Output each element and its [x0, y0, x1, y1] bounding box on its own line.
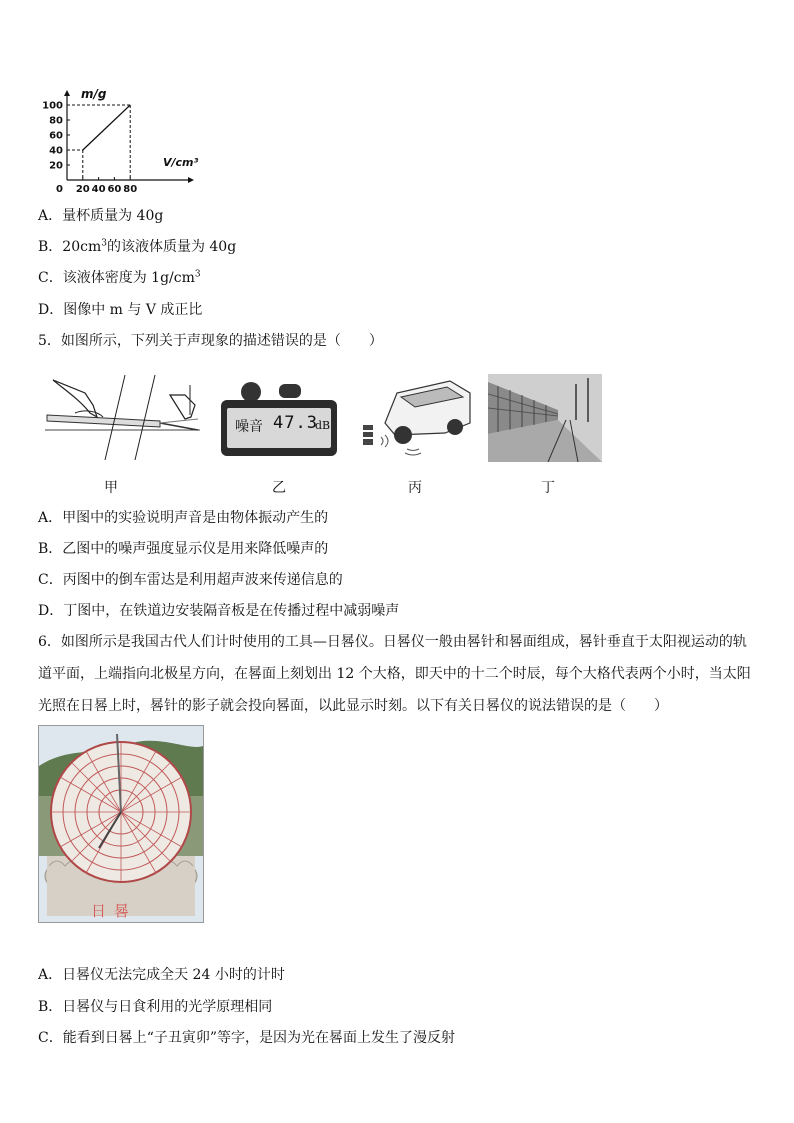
- q4-option-b: [38, 238, 236, 256]
- q5-option-c: C．丙图中的倒车雷达是利用超声波来传递信息的: [38, 572, 343, 588]
- q4-option-a: A．量杯质量为 40g: [38, 208, 164, 224]
- x-tick-label: 40: [91, 184, 106, 194]
- y-tick-label: 60: [49, 130, 63, 142]
- sundial-watermark: 日晷: [91, 902, 138, 920]
- caption-bing: 丙: [408, 480, 422, 496]
- figure-ding-sound-barrier: [488, 374, 602, 462]
- y-tick-label: 20: [49, 160, 63, 172]
- caption-ding: 丁: [541, 480, 555, 496]
- mass-volume-chart: [40, 84, 210, 194]
- figure-bing-reversing-radar: [355, 375, 475, 460]
- q5-option-a: A．甲图中的实验说明声音是由物体振动产生的: [38, 510, 329, 526]
- figure-yi-noise-meter: [217, 378, 340, 460]
- q5-option-b: B．乙图中的噪声强度显示仪是用来降低噪声的: [38, 541, 329, 557]
- caption-jia: 甲: [104, 480, 118, 496]
- series-line: [83, 105, 130, 150]
- q4-option-b-post: 的该液体质量为 40g: [106, 239, 237, 255]
- q4-option-c: [38, 269, 201, 287]
- caption-yi: 乙: [272, 480, 286, 496]
- q5-option-d: D．丁图中，在铁道边安装隔音板是在传播过程中减弱噪声: [38, 603, 400, 619]
- q4-option-c-pre: C．该液体密度为 1g/cm: [38, 270, 195, 286]
- q5-stem: 5．如图所示，下列关于声现象的描述错误的是（ ）: [38, 333, 383, 349]
- q6-option-a: A．日晷仪无法完成全天 24 小时的计时: [38, 967, 285, 983]
- y-tick-label: 100: [42, 100, 63, 112]
- y-axis-label: m/g: [81, 87, 107, 101]
- q4-option-b-pre: B．20cm: [38, 239, 102, 255]
- y-axis-arrow: [64, 90, 70, 96]
- meter-unit: dB: [315, 419, 331, 432]
- q4-option-d: D．图像中 m 与 V 成正比: [38, 302, 203, 318]
- q6-option-b: B．日晷仪与日食利用的光学原理相同: [38, 999, 273, 1015]
- meter-value: 47.3: [273, 413, 318, 433]
- x-tick-label: 60: [107, 184, 122, 194]
- q6-stem: 6．如图所示是我国古代人们计时使用的工具—日晷仪。日晷仪一般由晷针和晷面组成，晷针垂直于太阳视运动的轨道平面，上端指向北极星方向，在晷面上刻划出 12 个大格，即天中的十二个时辰，每个大格代表两个小时，当太阳光照在日晷上时，晷针的影子就会投向晷面，以此显示时刻。以下有关日晷仪的说法错误的是（ ）: [38, 634, 751, 714]
- x-axis-arrow: [188, 177, 194, 183]
- meter-label: 噪音: [235, 419, 263, 435]
- q4-option-b-sup: 3: [101, 238, 107, 249]
- figure-sundial-photo: [38, 725, 204, 923]
- y-tick-label: 80: [49, 115, 63, 127]
- origin-label: 0: [56, 184, 63, 194]
- figure-jia-ruler-vibration: [45, 375, 200, 460]
- q4-option-c-sup: 3: [194, 269, 201, 280]
- x-axis-label: V/cm³: [163, 156, 199, 169]
- q6-option-c: C．能看到日晷上“子丑寅卯”等字，是因为光在晷面上发生了漫反射: [38, 1030, 456, 1046]
- y-tick-label: 40: [49, 145, 63, 157]
- x-tick-label: 80: [123, 184, 138, 194]
- x-tick-label: 20: [75, 184, 90, 194]
